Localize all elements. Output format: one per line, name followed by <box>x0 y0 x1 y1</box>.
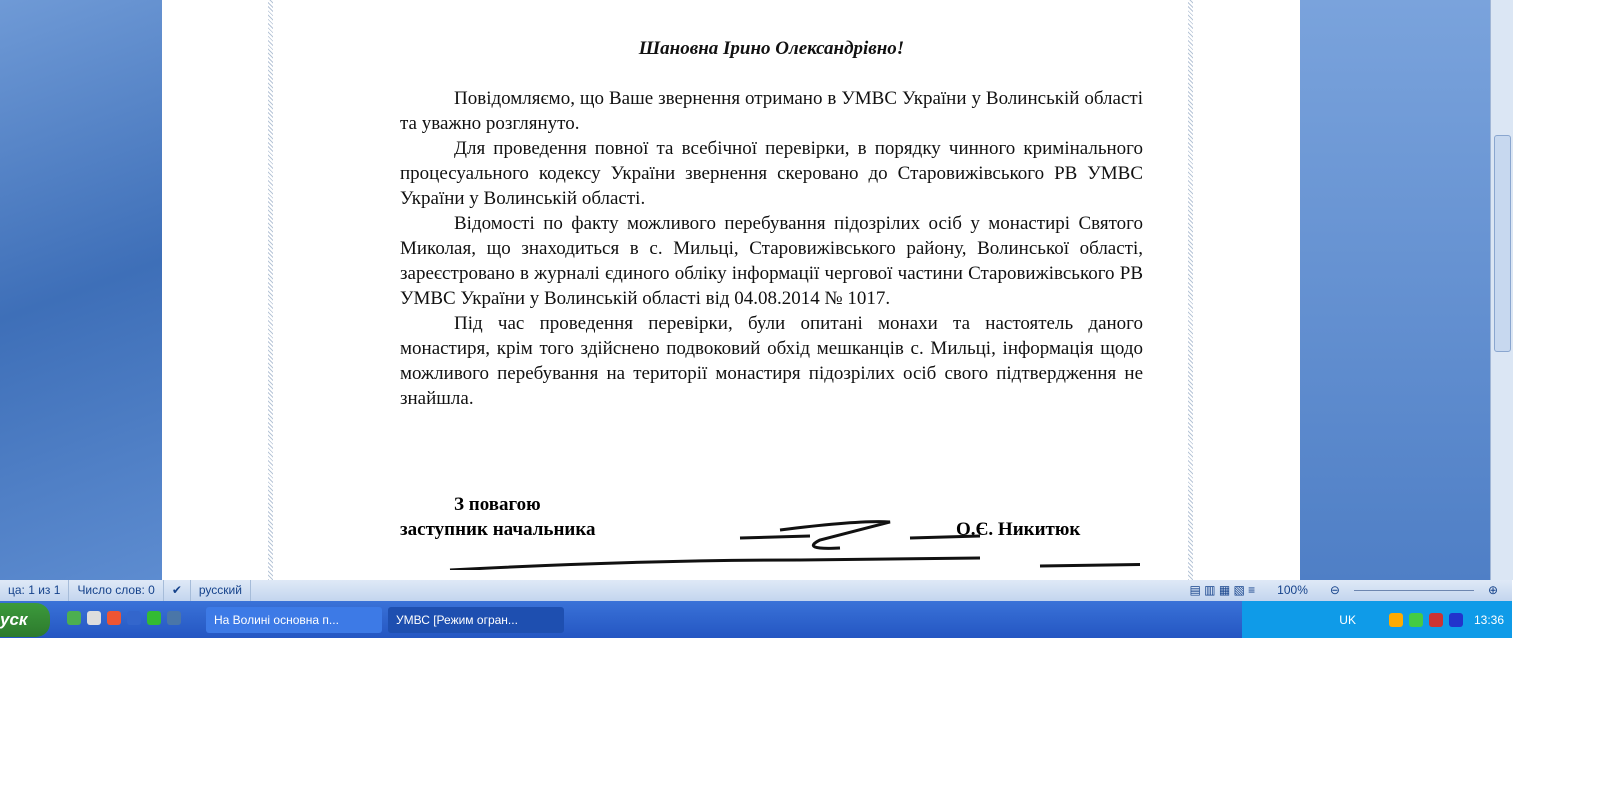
signature-block <box>400 492 1100 542</box>
zoom-level[interactable]: 100% <box>1277 583 1308 597</box>
language-indicator[interactable]: UK <box>1339 612 1356 627</box>
signature-icon <box>440 510 1140 570</box>
paragraph: Відомості по факту можливого перебування підозрілих осіб у монастирі Святого Миколая, що знаходиться в с. Мильці, Старовижівського району, Волинської області, зареєстровано в журналі єдиного обліку інформації чергової частини Старовижівського РВ УМВС України у Волинській області від 04.08.2014 № 1017. <box>400 213 1143 309</box>
letter-body <box>400 36 1143 411</box>
taskbar-window[interactable]: На Волині основна п... <box>206 607 382 633</box>
save-icon[interactable] <box>127 611 141 625</box>
browser-icon[interactable] <box>107 611 121 625</box>
margin-right <box>1188 0 1193 580</box>
quick-launch <box>64 611 184 628</box>
salutation: Шановна Ірино Олександрівно! <box>638 38 905 59</box>
clock: 13:36 <box>1473 612 1504 627</box>
tray-icon[interactable] <box>1409 613 1423 627</box>
paragraph: Для проведення повної та всебічної перевірки, в порядку чинного кримінального процесуального кодексу України звернення скеровано до Старовижівського РВ УМВС України у Волинській області. <box>400 138 1143 209</box>
workspace-right <box>1300 0 1490 580</box>
page-count[interactable]: ца: 1 из 1 <box>0 580 69 601</box>
zoom-in-icon[interactable]: ⊕ <box>1487 583 1498 597</box>
start-button[interactable]: уск <box>0 603 50 637</box>
zoom-out-icon[interactable]: ⊖ <box>1329 583 1340 597</box>
closing: З повагою <box>454 494 541 515</box>
word-count[interactable]: Число слов: 0 <box>69 580 163 601</box>
tray-icon[interactable] <box>1389 613 1403 627</box>
system-tray <box>1242 601 1512 638</box>
status-bar <box>0 580 1512 601</box>
vertical-scrollbar[interactable] <box>1490 0 1513 580</box>
volume-icon[interactable] <box>1429 613 1443 627</box>
spellcheck-icon[interactable]: ✔ <box>164 580 191 601</box>
zoom-slider[interactable] <box>1354 590 1474 591</box>
bluetooth-icon[interactable] <box>1449 613 1463 627</box>
scroll-thumb[interactable] <box>1494 135 1511 352</box>
view-buttons-icon[interactable]: ▤ ▥ ▦ ▧ ≡ <box>1189 583 1256 597</box>
paragraph: Повідомляємо, що Ваше звернення отримано в УМВС України у Волинській області та уважно розглянуто. <box>400 88 1143 134</box>
workspace-left <box>0 0 162 580</box>
vk-icon[interactable] <box>167 611 181 625</box>
taskbar <box>0 601 1512 638</box>
taskbar-window-active[interactable]: УМВС [Режим огран... <box>388 607 564 633</box>
language[interactable]: русский <box>191 580 251 601</box>
app-icon[interactable] <box>147 611 161 625</box>
paragraph: Під час проведення перевірки, були опитані монахи та настоятель даного монастиря, крім того здійснено подвоковий обхід мешканців с. Мильці, інформація щодо можливого перебування на території монастиря підозрілих осіб свого підтвердження не знайшла. <box>400 313 1143 409</box>
utorrent-icon[interactable] <box>67 611 81 625</box>
margin-left <box>268 0 273 580</box>
signer: О.Є. Никитюк <box>956 519 1081 540</box>
position: заступник начальника <box>400 519 596 540</box>
media-icon[interactable] <box>87 611 101 625</box>
